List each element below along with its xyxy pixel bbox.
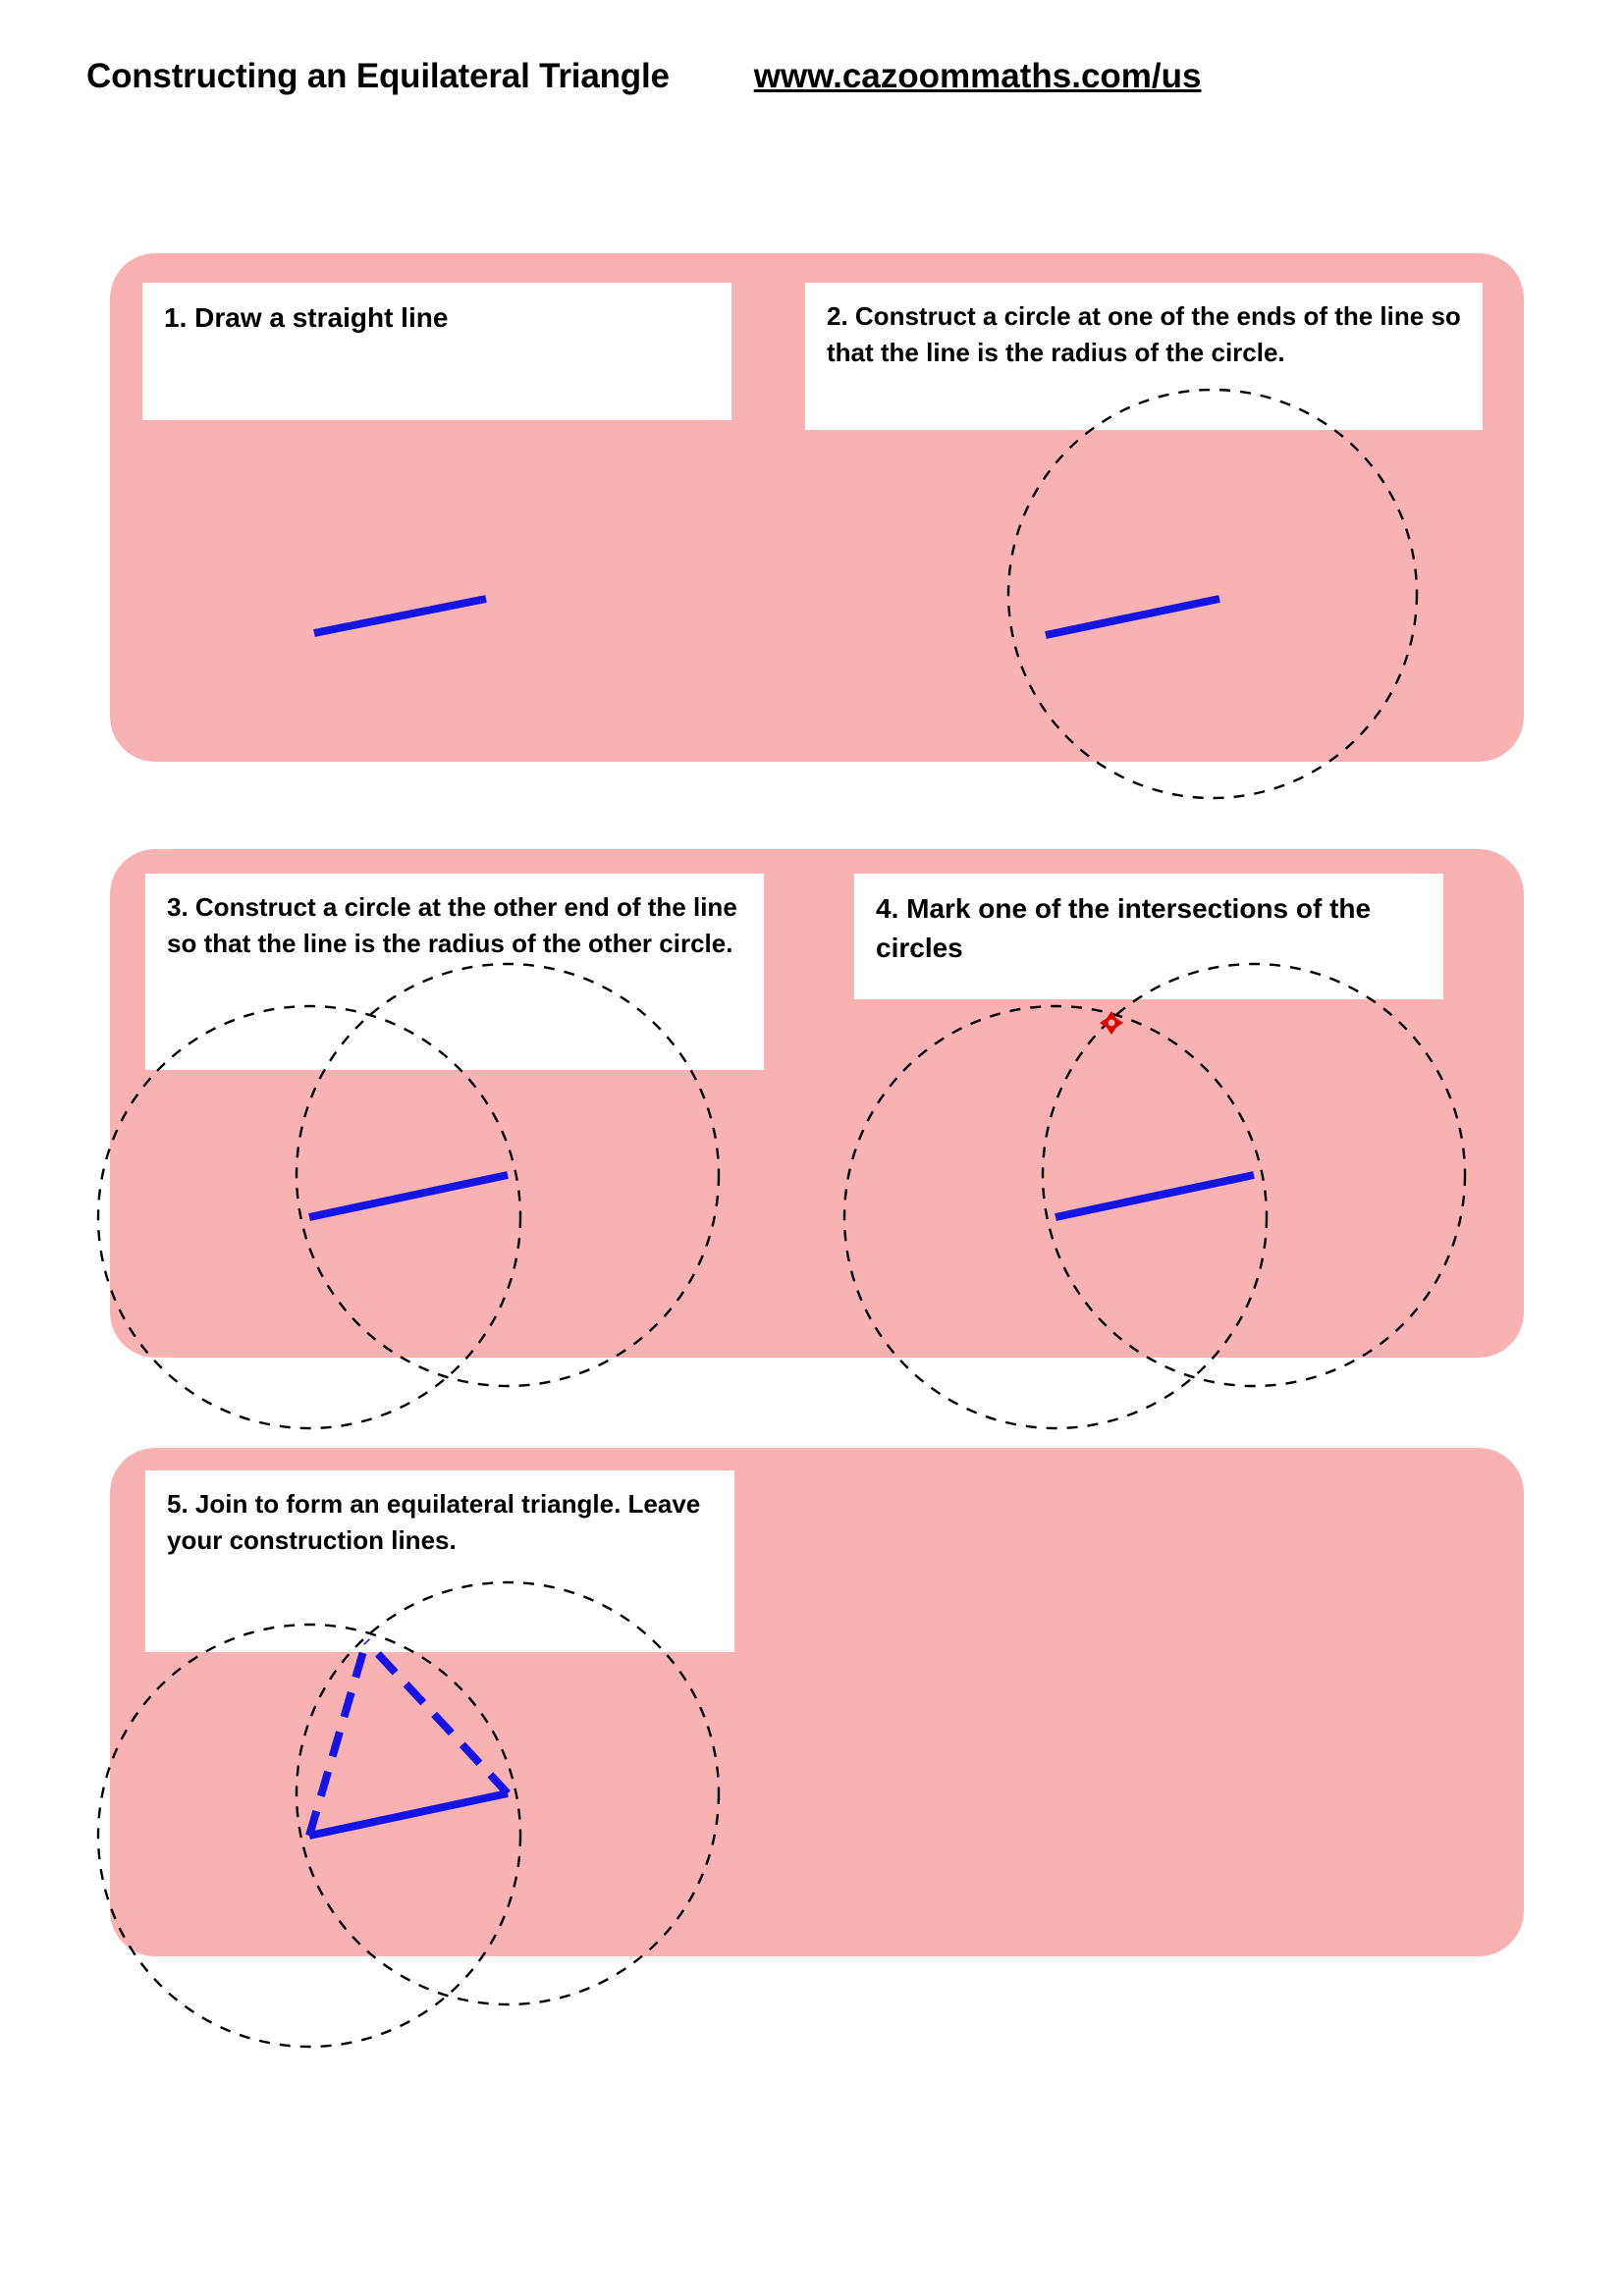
straight-line-segment (1056, 1175, 1254, 1217)
figure-step-2 (1001, 373, 1473, 844)
figure-step-5 (88, 1531, 736, 2061)
step-3-text: 3. Construct a circle at the other end of the line so that the line is the radius of the other circle. (167, 892, 737, 958)
step-4-text: 4. Mark one of the intersections of the circles (876, 893, 1372, 963)
triangle-left-side (309, 1641, 366, 1836)
step-1-text: 1. Draw a straight line (164, 302, 449, 333)
triangle-right-side (366, 1641, 508, 1793)
figure-step-4 (835, 913, 1483, 1443)
straight-line-segment (309, 1175, 508, 1217)
website-link[interactable]: www.cazoommaths.com/us (753, 57, 1202, 95)
construction-circle-right (1008, 390, 1417, 798)
step-1-box (142, 283, 731, 420)
page-title: Constructing an Equilateral Triangle (86, 57, 670, 95)
step-5-text: 5. Join to form an equilateral triangle. Leave your construction lines. (167, 1489, 701, 1555)
straight-line-segment (1046, 599, 1219, 635)
figure-step-1 (265, 550, 560, 648)
figure-step-3 (88, 913, 736, 1443)
intersection-marker-icon (1100, 1011, 1123, 1035)
triangle-base-line (309, 1793, 508, 1836)
step-2-text: 2. Construct a circle at one of the ends of the line so that the line is the radius of the circle. (827, 301, 1461, 367)
straight-line-segment (314, 599, 486, 633)
page-header (86, 47, 1565, 106)
